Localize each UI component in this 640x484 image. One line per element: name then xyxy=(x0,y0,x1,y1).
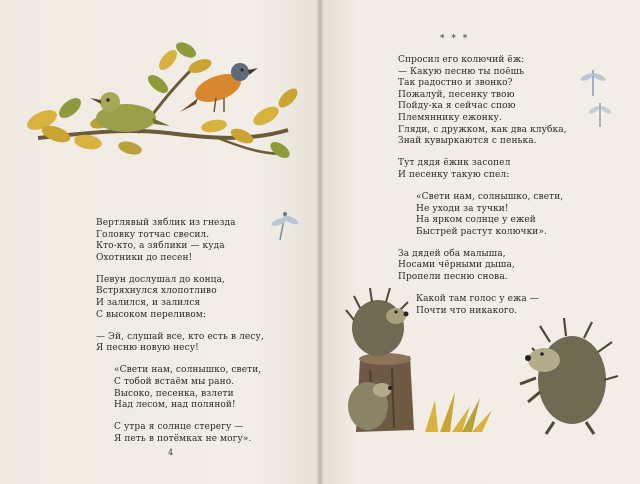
poem-line: Гляди, с дружком, как два клубка, xyxy=(398,124,567,135)
poem-line: Племяннику ежонку. xyxy=(398,112,502,123)
poem-line: Носами чёрными дыша, xyxy=(398,260,515,271)
birds-branch-illustration xyxy=(18,38,318,168)
right-stanza-2 xyxy=(398,158,567,181)
left-stanza-5 xyxy=(96,422,264,445)
poem-line: Пропели песню снова. xyxy=(398,272,508,282)
section-stars: * * * xyxy=(440,34,470,44)
right-stanza-4 xyxy=(398,249,567,284)
poem-line: С утра я солнце стерегу — xyxy=(114,422,244,433)
poem-line: Встряхнулся хлопотливо xyxy=(96,286,217,297)
poem-line: Кто-кто, а зяблики — куда xyxy=(96,241,225,252)
poem-line: Головку тотчас свесил. xyxy=(96,229,210,240)
left-stanza-1 xyxy=(96,218,264,264)
poem-line: Тут дядя ёжик засопел xyxy=(398,158,511,169)
poem-line: На ярком солнце у ежей xyxy=(416,215,536,226)
poem-line: — Какую песню ты поёшь xyxy=(398,66,525,77)
poem-line: — Эй, слушай все, кто есть в лесу, xyxy=(96,331,264,342)
green-bird xyxy=(90,92,170,132)
hedgehogs-illustration xyxy=(340,280,620,450)
poem-line: Я песню новую несу! xyxy=(96,343,199,354)
poem-line: «Свети нам, солнышко, свети, xyxy=(416,191,564,202)
poem-line: Пожалуй, песенку твою xyxy=(398,89,515,100)
poem-line: Знай кувыркаются с пенька. xyxy=(398,136,537,147)
dragonfly-icon xyxy=(588,100,612,130)
poem-line: Высоко, песенка, взлети xyxy=(114,388,234,399)
poem-line: Над лесом, над поляной! xyxy=(114,400,236,411)
poem-line: Почти что никакого. xyxy=(416,305,518,316)
left-stanza-4 xyxy=(96,365,264,411)
poem-line: «Свети нам, солнышко, свети, xyxy=(114,365,262,376)
big-hedgehog xyxy=(520,318,618,434)
hedgehog-on-stump xyxy=(346,288,409,356)
left-poem xyxy=(96,218,264,456)
page-number: 4 xyxy=(168,448,174,457)
left-stanza-2 xyxy=(96,275,264,321)
poem-line: Быстрей растут колючки». xyxy=(416,226,547,237)
grass xyxy=(425,392,492,432)
poem-line: Пойду-ка я сейчас спою xyxy=(398,101,516,112)
poem-line: С тобой встаём мы рано. xyxy=(114,377,235,388)
poem-line: Какой там голос у ежа — xyxy=(416,294,539,305)
poem-line: И залился, и залился xyxy=(96,298,201,309)
dragonfly-icon xyxy=(270,210,300,244)
poem-line: Спросил его колючий ёж: xyxy=(398,55,525,65)
dragonfly-icon xyxy=(580,66,606,100)
poem-line: За дядей оба малыша, xyxy=(398,248,506,259)
poem-line: Я петь в потёмках не могу». xyxy=(114,433,252,444)
poem-line: Певун дослушал до конца, xyxy=(96,274,225,285)
left-stanza-3 xyxy=(96,332,264,355)
poem-line: Охотники до песен! xyxy=(96,252,193,263)
poem-line: Вертлявый зяблик из гнезда xyxy=(96,218,236,228)
right-stanza-1 xyxy=(398,55,567,148)
poem-line: И песенку такую спел: xyxy=(398,169,510,180)
poem-line: Так радостно и звонко? xyxy=(398,78,513,89)
poem-line: Не уходи за тучки! xyxy=(416,203,509,214)
poem-line: С высоком переливом: xyxy=(96,309,206,320)
right-stanza-3 xyxy=(398,192,567,238)
